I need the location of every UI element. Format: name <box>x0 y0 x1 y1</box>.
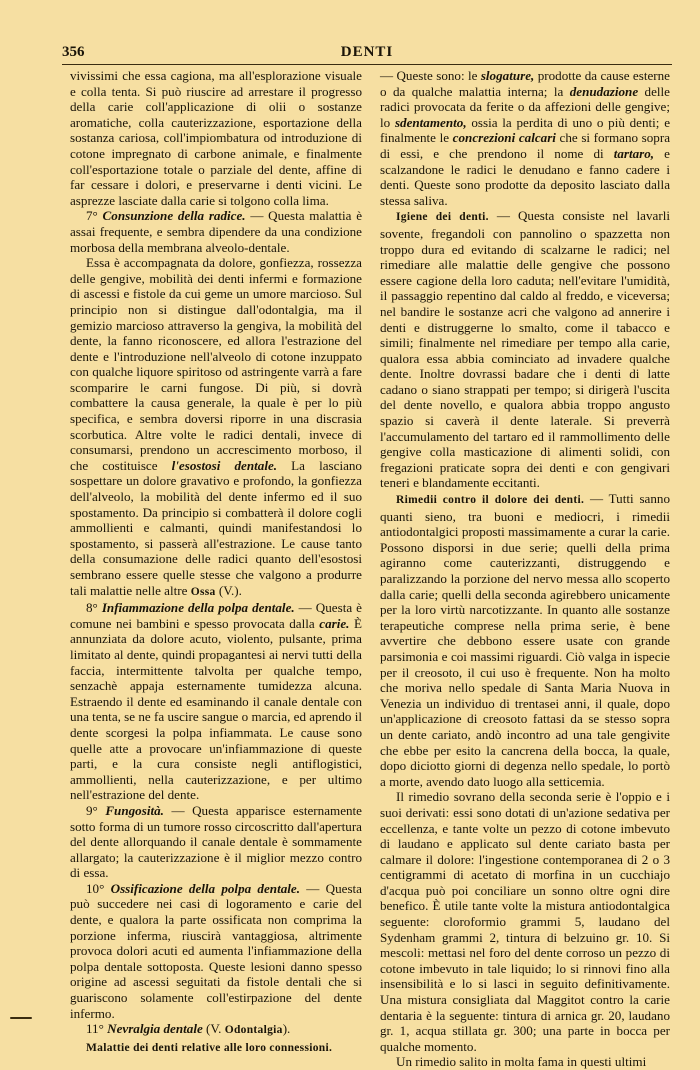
left-column <box>70 68 362 1056</box>
emphasis-text: Nevralgia dentale <box>107 1021 203 1037</box>
text-run: — Questa malattia è assai frequente, e sembra dipendere da una condizione morbosa della membrana alveolo-dentale. <box>70 208 363 255</box>
text-run: Un rimedio salito in molta fama in questi ultimi <box>396 1054 647 1070</box>
paragraph <box>380 68 670 208</box>
emphasis-text: slogature, <box>480 68 535 83</box>
text-run: — Queste sono: le <box>380 68 481 83</box>
margin-mark <box>10 1017 32 1019</box>
paragraph <box>70 68 362 208</box>
right-column <box>380 68 670 1070</box>
text-run: Il rimedio sovrano della seconda serie è l'oppio e i suoi derivati: essi sono dotati di un'azione sedativa per eccellenza, e tante volte un pezzo di cotone imbevuto di laudano e applicato sul dente cariato basta per calmare il dolore: l'ingestione contemporanea di 2 o 3 centigrammi di acetato di morfina in un cucchiajo d'acqua può poi conciliare un sonno oltre ogni dire benefico. È utile tante volte la mistura antiodontalgica seguente: cloroformio grammi 5, laudano del Sydenham grammi 2, tintura di belzuino gr. 10. Si mescoli: mettasi nel foro del dente corroso un pezzo di cotone imbevuto in tale liquido; lo si rinnovi fino alla insensibilità e lo si lasci in seguito definitivamente. Una mistura consigliata dal Maggitot contro la carie dentaria è la seguente: tintura di arnica gr. 20, laudano gr. 1, acqua stillata gr. 300; una parte in bocca per qualche momento. <box>380 789 670 1054</box>
paragraph <box>70 208 362 255</box>
text-run: prodotte da cause esterne o da qualche malattia interna; la <box>380 68 670 99</box>
emphasis-text: denudazione <box>569 83 639 99</box>
paragraph <box>380 789 670 1054</box>
paragraph <box>380 208 670 491</box>
emphasis-text: Malattie dei denti relative alle loro connessioni. <box>86 1041 333 1054</box>
text-run: — Tutti sanno quanti sieno, tra buoni e mediocri, i rimedii antiodontalgici proposti massimamente a curar la carie. Possono disporsi in due serie; quelli della prima agiranno come cauterizzanti, distruggendo e paralizzando la porzione del nervo messa allo scoperto dalla carie; quelli della seconda agirebbero unicamente per la loro virtù narcotizzante. In quanto alle sostanze terapeutiche comprese nella prima serie, è bene avvertire che debbono essere usate con grande parsimonia e coi massimi riguardi. Ciò valga in ispecie per il creosoto, il cui uso è frequente. Non ha molto che moriva nello spedale di Santa Maria Nuova in Venezia un individuo di trentasei anni, il quale, dopo un'applicazione di creosoto fattasi da se stesso sopra un dente cariato, andò incontro ad una tale gengivite che ebbe per esito la cancrena della bocca, la quale, dopo diciotto giorni di degenza nello spedale, lo portò a morte, avendo dato luogo alla setticemia. <box>380 491 670 789</box>
page-header <box>62 44 672 66</box>
emphasis-text: tartaro, <box>613 145 655 161</box>
emphasis-text: Ossificazione della polpa dentale. <box>110 880 300 896</box>
text-run: 9° <box>86 802 106 818</box>
header-rule <box>62 64 672 65</box>
text-run: — Questa consiste nel lavarli sovente, fregandoli con pannolino o spazzetta non troppo dura ed evitando di scalzarne le radici; nel rimediare alle malattie delle gengive che possono essere cagione della loro caduta; nell'evitare l'umidità, il passaggio repentino dal caldo al freddo, e viceversa; nel bandire le sostanze acri che valgono ad annerire i denti e distruggerne lo smalto, come il tabacco e simili; finalmente nel rimediare per tempo alla carie, qualora essa abbia cominciato ad invadere qualche dente. Inoltre dovrassi badare che i denti di latte cadano o siano strappati per tempo; si dirigerà l'uscita del dente novello, e qualora abbia troppo angusto spazio si caverà il dente laterale. Si preverrà l'accumulamento del tartaro ed il rammollimento delle gengive colla masticazione di alimenti solidi, con fregazioni praticate sopra dei denti e con gengivari teneri e blandamente eccitanti. <box>380 208 670 491</box>
text-run: La lasciano sospettare un dolore gravativo e profondo, la gonfiezza dell'alveolo, la mobilità del dente infermo ed il suo spostamento. Da principio si combatterà il dolore cogli ammollienti e calmanti, quindi manifestandosi lo spostamento, si passerà all'estrazione. Le cause tanto della consumazione delle radici quanto dell'esostosi sembrano essere quelle stesse che valgono a produrre tali malattie nelle altre <box>70 457 362 598</box>
text-run: — Questa può succedere nei casi di logoramento e carie del dente, e qualora la parte ossificata non comprima la porzione inferma, riuscirà vantaggiosa, altrimente provoca dolori acuti ed aumenta l'infiammazione della polpa dentale sottoposta. Queste lesioni danno spesso origine ad ascessi seguitati da fistole dentali che si guariscono solamente coll'estirpazione del dente infermo. <box>70 880 362 1021</box>
text-run: 11° <box>86 1021 108 1037</box>
emphasis-text: Odontalgia <box>224 1024 283 1037</box>
text-run: ossia la perdita di uno o più denti; e finalmente le <box>380 114 670 146</box>
paragraph <box>380 1054 670 1070</box>
page-number: 356 <box>62 44 85 60</box>
emphasis-text: Ossa <box>190 585 216 598</box>
paragraph <box>70 255 362 600</box>
paragraph <box>380 491 670 789</box>
emphasis-text: carie. <box>319 615 350 631</box>
text-run: 7° <box>86 208 103 224</box>
running-title: DENTI <box>340 44 394 60</box>
emphasis-text: concrezioni calcari <box>452 130 556 146</box>
paragraph <box>70 1021 362 1039</box>
text-run: Essa è accompagnata da dolore, gonfiezza, rossezza delle gengive, mobilità dei denti infermi e formazione di ascessi e fistole da cui geme un umore marcioso. Sul principio non si distingue dall'odontalgia, ma il gemizio marcioso attraverso la gengiva, la mobilità del dente, la fanno riconoscere, ed allora l'estrazione del dente e l'introduzione nell'alveolo di cotone inzuppato con qualche liquore spiritoso od astringente varrà a fare scomparire le carni fungose. Di più, si dovrà combattere la causa generale, la quale è per lo più specifica, e sembra doversi riporre in una discrasia scorbutica. Altre volte le radici dentali, invece di consumarsi, prendono un accrescimento morboso, il che costituisce <box>70 255 362 473</box>
paragraph <box>70 600 362 803</box>
paragraph <box>70 1039 362 1057</box>
text-run: (V.). <box>215 582 242 598</box>
text-run: (V. <box>202 1021 225 1037</box>
emphasis-text: l'esostosi dentale. <box>171 457 278 473</box>
text-run: — Questa è comune nei bambini e spesso provocata dalla <box>70 600 362 631</box>
emphasis-text: Consunzione della radice. <box>102 208 246 224</box>
text-run: — Questa apparisce esternamente sotto forma di un tumore rosso circoscritto dall'apertura del dente allorquando il canale dentale è sommamente allargato; la cauterizzazione è il miglior mezzo contro di essa. <box>70 802 362 881</box>
text-run: 10° <box>86 880 111 896</box>
emphasis-text: sdentamento, <box>394 114 467 130</box>
paragraph <box>70 881 362 1021</box>
text-run: e scalzandone le radici le denudano e fanno cadere i denti. Queste sono prodotte da deposito lasciato dalla stessa saliva. <box>380 145 670 208</box>
text-run: 8° <box>86 600 102 616</box>
text-run: che si formano sopra di essi, e che prendono il nome di <box>380 130 671 161</box>
emphasis-text: Igiene dei denti. <box>396 211 489 224</box>
emphasis-text: Infiammazione della polpa dentale. <box>101 600 295 616</box>
text-run: È annunziata da dolore acuto, violento, pulsante, prima limitato al dente, quindi propagantesi ai nervi tutti della faccia, intermittente talvolta per qualche tempo, senzachè appaja esternamente tumidezza alcuna. Estraendo il dente ed esaminando il canale dentale con una tenta, se ne fa uscire sangue o marcia, ed aprendo il dente scorgesi la polpa infiammata. Le cause sono quelle atte a provocare un'infiammazione di queste parti, e la cura consiste negli antiflogistici, ammollienti, nella cauterizzazione, e per ultimo nell'estrazione del dente. <box>70 615 362 803</box>
emphasis-text: Fungosità. <box>105 802 164 818</box>
text-run: ). <box>282 1021 291 1037</box>
paragraph <box>70 803 362 881</box>
text-run: delle radici provocata da ferite o da affezioni delle gengive; lo <box>380 83 670 130</box>
emphasis-text: Rimedii contro il dolore dei denti. <box>396 494 585 507</box>
text-run: vivissimi che essa cagiona, ma all'esplorazione visuale e colla tenta. Si può riuscire ad arrestare il progresso della carie coll'applicazione di olii o sostanze aromatiche, colla cauterizzazione, esportazione della sostanza cariosa, coll'impiombatura od introduzione di cotone impregnato di carbone animale, e finalmente coll'esportazione totale o parziale del dente, affine di far cessare i dolori, e preservarne i denti vicini. Le asprezze lasciate dalla carie si tolgono colla lima. <box>70 68 362 208</box>
